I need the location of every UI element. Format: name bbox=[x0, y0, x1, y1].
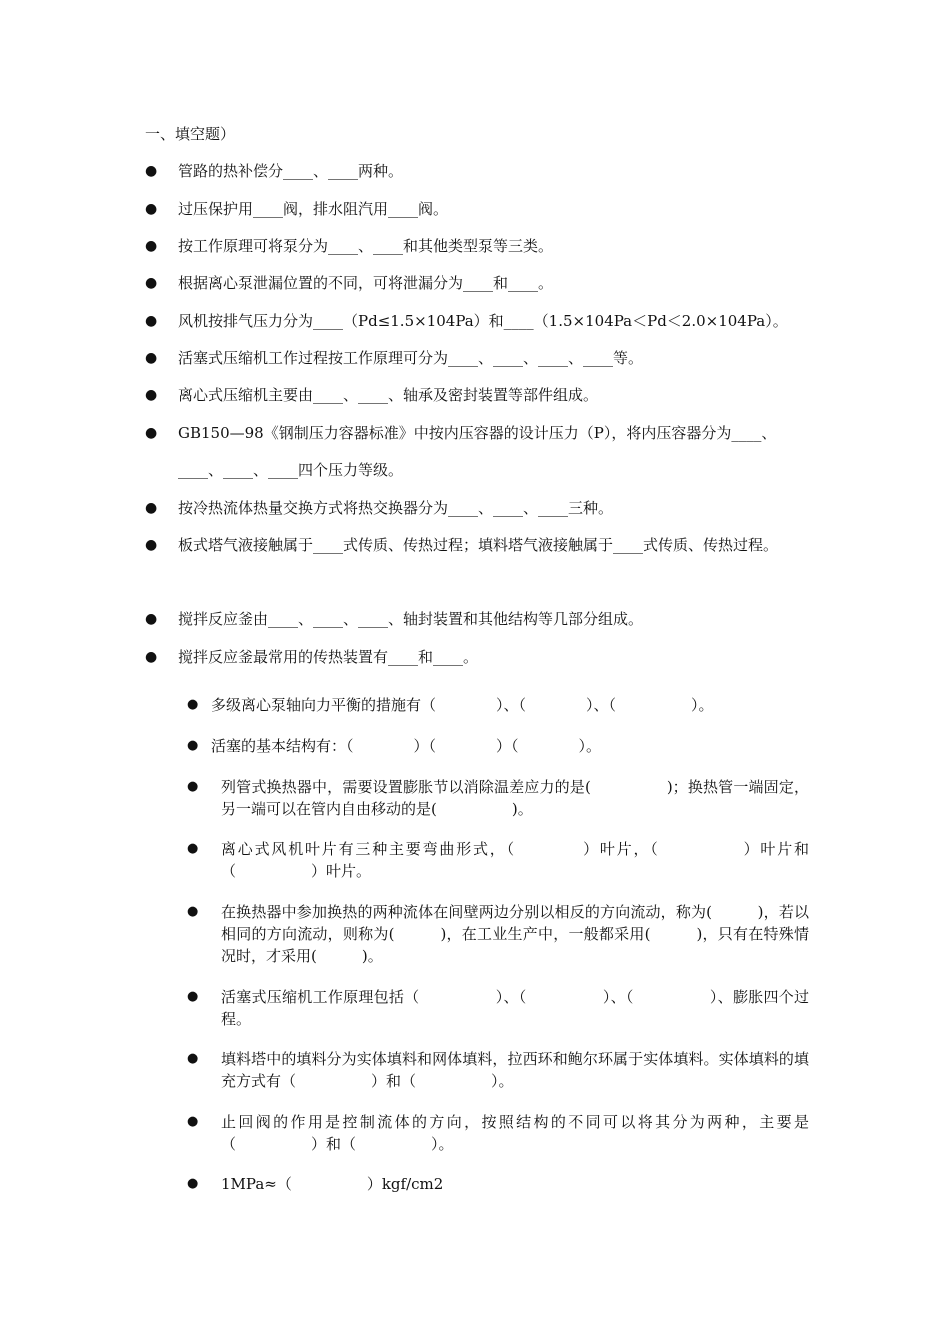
question-text: 止回阀的作用是控制流体的方向，按照结构的不同可以将其分为两种，主要是（ ）和（ ）。 bbox=[221, 1113, 809, 1153]
question-item bbox=[145, 377, 810, 414]
bullet-icon: ● bbox=[145, 537, 158, 553]
question-text: 管路的热补偿分____、____两种。 bbox=[178, 162, 404, 180]
question-item bbox=[145, 490, 810, 527]
question-item bbox=[187, 694, 809, 716]
question-text: 根据离心泵泄漏位置的不同，可将泄漏分为____和____。 bbox=[178, 274, 554, 292]
bullet-icon: ● bbox=[145, 163, 158, 179]
question-item bbox=[145, 303, 810, 340]
question-item bbox=[187, 986, 809, 1030]
question-text: 搅拌反应釜由____、____、____、轴封装置和其他结构等几部分组成。 bbox=[178, 610, 644, 628]
question-text: 活塞式压缩机工作原理包括（ ）、（ ）、（ ）、膨胀四个过程。 bbox=[221, 988, 809, 1028]
question-item bbox=[187, 1111, 809, 1155]
bullet-icon: ● bbox=[187, 1176, 199, 1191]
section-heading: 一、填空题） bbox=[145, 125, 236, 143]
bullet-icon: ● bbox=[187, 1114, 199, 1129]
bullet-icon: ● bbox=[145, 649, 158, 665]
question-text: 板式塔气液接触属于____式传质、传热过程；填料塔气液接触属于____式传质、传热过程。 bbox=[178, 536, 779, 554]
question-item bbox=[187, 901, 809, 967]
question-text: 过压保护用____阀，排水阻汽用____阀。 bbox=[178, 200, 449, 218]
question-item bbox=[145, 153, 810, 190]
question-text: 离心式风机叶片有三种主要弯曲形式，（ ）叶片，（ ）叶片和（ ）叶片。 bbox=[221, 840, 809, 880]
question-text: 按工作原理可将泵分为____、____和其他类型泵等三类。 bbox=[178, 237, 554, 255]
question-text: 搅拌反应釜最常用的传热装置有____和____。 bbox=[178, 648, 479, 666]
question-item bbox=[145, 415, 810, 489]
bullet-icon: ● bbox=[187, 738, 199, 753]
bullet-icon: ● bbox=[145, 500, 158, 516]
question-item bbox=[145, 340, 810, 377]
bullet-icon: ● bbox=[187, 841, 199, 856]
question-text: 多级离心泵轴向力平衡的措施有（ ）、（ ）、（ ）。 bbox=[211, 696, 714, 714]
bullet-icon: ● bbox=[145, 238, 158, 254]
bullet-icon: ● bbox=[145, 387, 158, 403]
question-text: 1MPa≈（ ）kgf/cm2 bbox=[221, 1175, 444, 1193]
question-item bbox=[145, 639, 810, 676]
question-item bbox=[187, 735, 809, 757]
question-item bbox=[187, 838, 809, 882]
question-text: 按冷热流体热量交换方式将热交换器分为____、____、____三种。 bbox=[178, 499, 614, 517]
question-item bbox=[145, 527, 810, 564]
question-item bbox=[145, 191, 810, 228]
question-item bbox=[187, 1173, 809, 1195]
bullet-icon: ● bbox=[187, 1051, 199, 1066]
bullet-icon: ● bbox=[145, 275, 158, 291]
bullet-icon: ● bbox=[187, 779, 199, 794]
question-text: 填料塔中的填料分为实体填料和网体填料，拉西环和鲍尔环属于实体填料。实体填料的填充方式有（ ）和（ ）。 bbox=[221, 1050, 809, 1090]
question-item bbox=[187, 776, 809, 820]
question-text: 活塞的基本结构有：（ ）（ ）（ ）。 bbox=[211, 737, 602, 755]
question-text: GB150—98《钢制压力容器标准》中按内压容器的设计压力（P），将内压容器分为____、____、____、____四个压力等级。 bbox=[178, 424, 777, 479]
question-item bbox=[145, 228, 810, 265]
question-text: 在换热器中参加换热的两种流体在间壁两边分别以相反的方向流动，称为( )，若以相同的方向流动，则称为( )，在工业生产中，一般都采用( )，只有在特殊情况时，才采用( )。 bbox=[221, 903, 809, 965]
bullet-icon: ● bbox=[145, 350, 158, 366]
bullet-icon: ● bbox=[145, 201, 158, 217]
question-item bbox=[145, 601, 810, 638]
question-item bbox=[145, 265, 810, 302]
bullet-icon: ● bbox=[145, 425, 158, 441]
bullet-icon: ● bbox=[145, 313, 158, 329]
bullet-icon: ● bbox=[187, 904, 199, 919]
bullet-icon: ● bbox=[145, 611, 158, 627]
question-text: 活塞式压缩机工作过程按工作原理可分为____、____、____、____等。 bbox=[178, 349, 644, 367]
question-text: 离心式压缩机主要由____、____、轴承及密封装置等部件组成。 bbox=[178, 386, 599, 404]
bullet-icon: ● bbox=[187, 697, 199, 712]
question-text: 风机按排气压力分为____（Pd≤1.5×104Pa）和____（1.5×104Pa＜Pd＜2.0×104Pa）。 bbox=[178, 312, 788, 330]
bullet-icon: ● bbox=[187, 989, 199, 1004]
question-item bbox=[187, 1048, 809, 1092]
question-text: 列管式换热器中，需要设置膨胀节以消除温差应力的是( )；换热管一端固定，另一端可以在管内自由移动的是( )。 bbox=[221, 778, 809, 818]
